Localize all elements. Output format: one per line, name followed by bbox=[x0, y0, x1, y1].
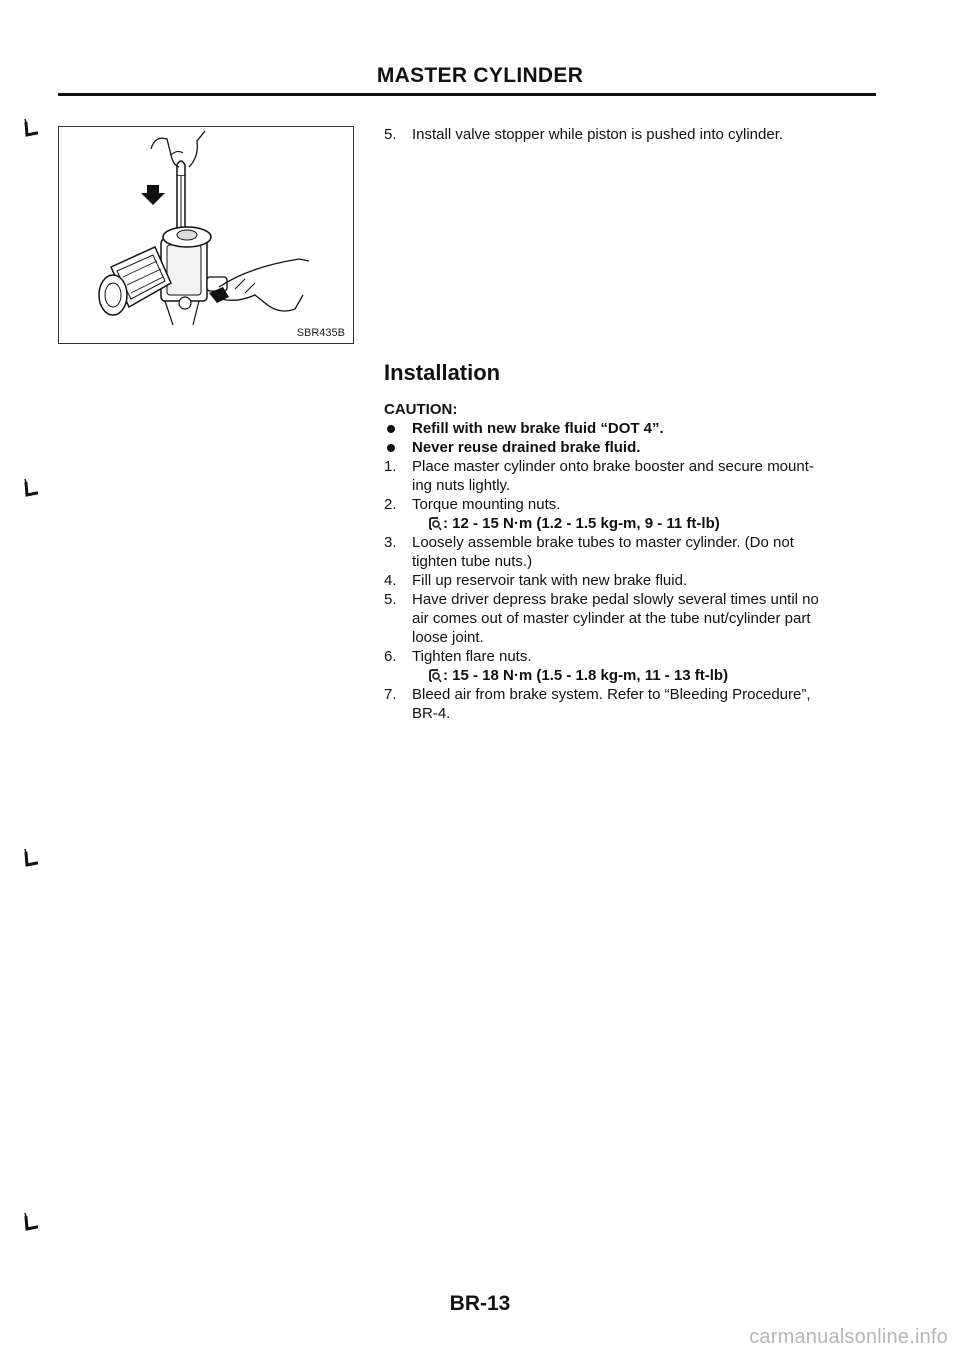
torque-spec bbox=[384, 514, 876, 533]
installation-section bbox=[384, 360, 876, 723]
bullet-icon bbox=[387, 425, 395, 433]
figure-code: SBR435B bbox=[296, 327, 345, 339]
caution-item: Never reuse drained brake fluid. bbox=[384, 438, 876, 457]
step-item bbox=[384, 685, 876, 723]
page-title: MASTER CYLINDER bbox=[376, 64, 584, 87]
step-line: Torque mounting nuts. bbox=[412, 496, 561, 513]
header-rule bbox=[58, 93, 876, 96]
page-number: BR-13 bbox=[449, 1292, 511, 1315]
step-line: ing nuts lightly. bbox=[412, 477, 511, 494]
illustration-figure bbox=[58, 126, 354, 344]
torque-wrench-icon bbox=[428, 517, 442, 531]
step-line: tighten tube nuts.) bbox=[412, 553, 533, 570]
torque-value: : 12 - 15 N·m (1.2 - 1.5 kg-m, 9 - 11 ft-lb) bbox=[443, 515, 720, 532]
step-item bbox=[384, 647, 876, 666]
torque-wrench-icon bbox=[428, 669, 442, 683]
caution-item: Refill with new brake fluid “DOT 4”. bbox=[384, 419, 876, 438]
master-cylinder-illustration bbox=[59, 127, 355, 345]
step-line: BR-4. bbox=[412, 705, 451, 722]
binding-hook-icon bbox=[22, 848, 38, 870]
step-line: Place master cylinder onto brake booster and secure mount- bbox=[412, 458, 814, 475]
step-number: 7. bbox=[384, 686, 397, 703]
step-line: Fill up reservoir tank with new brake fluid. bbox=[412, 572, 688, 589]
section-heading: Installation bbox=[384, 360, 501, 385]
binding-hook-icon bbox=[22, 478, 38, 500]
step-item bbox=[384, 571, 876, 590]
step-line: air comes out of master cylinder at the tube nut/cylinder part bbox=[412, 610, 811, 627]
step-item bbox=[384, 590, 876, 647]
torque-spec bbox=[384, 666, 876, 685]
step-number: 6. bbox=[384, 648, 397, 665]
binding-hook-icon bbox=[22, 1212, 38, 1234]
torque-value: : 15 - 18 N·m (1.5 - 1.8 kg-m, 11 - 13 ft-lb) bbox=[443, 667, 729, 684]
step-line: loose joint. bbox=[412, 629, 484, 646]
bullet-icon bbox=[387, 444, 395, 452]
step-number: 5. bbox=[384, 126, 397, 143]
step-number: 2. bbox=[384, 496, 397, 513]
step-line: Bleed air from brake system. Refer to “Bleeding Procedure”, bbox=[412, 686, 811, 703]
step-item bbox=[384, 495, 876, 514]
caution-label: CAUTION: bbox=[384, 401, 458, 418]
step-number: 5. bbox=[384, 591, 397, 608]
step-line: Loosely assemble brake tubes to master cylinder. (Do not bbox=[412, 534, 794, 551]
step-item bbox=[384, 457, 876, 495]
step-number: 3. bbox=[384, 534, 397, 551]
binding-hook-icon bbox=[22, 118, 38, 140]
step-number: 1. bbox=[384, 458, 397, 475]
step-item bbox=[384, 125, 892, 144]
step-item bbox=[384, 533, 876, 571]
step-line: Have driver depress brake pedal slowly several times until no bbox=[412, 591, 819, 608]
step-number: 4. bbox=[384, 572, 397, 589]
step-text: Install valve stopper while piston is pushed into cylinder. bbox=[412, 126, 784, 143]
watermark-text: carmanualsonline.info bbox=[749, 1326, 948, 1348]
step-line: Tighten flare nuts. bbox=[412, 648, 532, 665]
